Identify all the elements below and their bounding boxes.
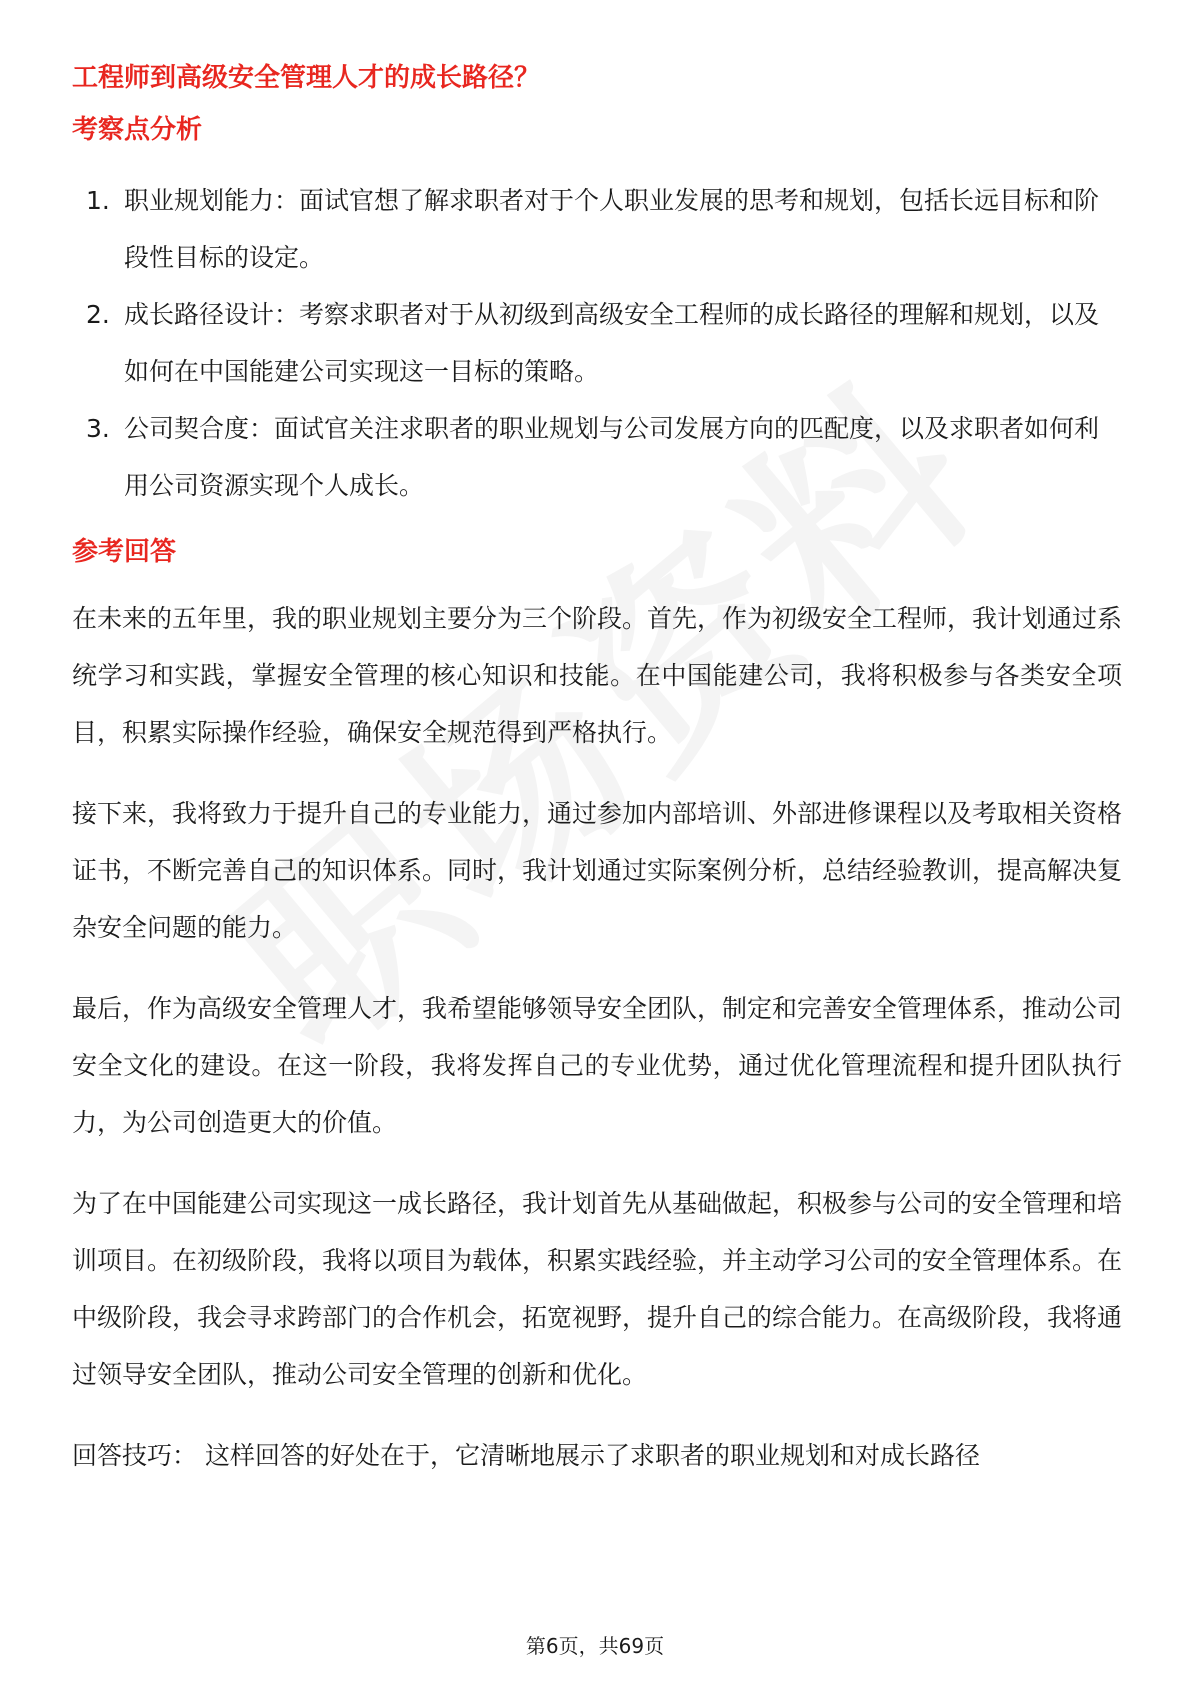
point-text: 职业规划能力：面试官想了解求职者对于个人职业发展的思考和规划，包括长远目标和阶段性目标的设定。 xyxy=(124,186,1100,272)
analysis-point xyxy=(72,172,1122,286)
page-footer: 第6页，共69页 xyxy=(525,1634,665,1658)
point-number: 1. xyxy=(86,186,110,215)
analysis-list xyxy=(72,172,1122,514)
point-text: 公司契合度：面试官关注求职者的职业规划与公司发展方向的匹配度，以及求职者如何利用公司资源实现个人成长。 xyxy=(124,414,1100,500)
point-number: 2. xyxy=(86,300,110,329)
answer-paragraph: 最后，作为高级安全管理人才，我希望能够领导安全团队，制定和完善安全管理体系，推动公司安全文化的建设。在这一阶段，我将发挥自己的专业优势，通过优化管理流程和提升团队执行力，为公司创造更大的价值。 xyxy=(72,994,1123,1137)
answer-heading: 参考回答 xyxy=(72,537,177,567)
answer-paragraph: 接下来，我将致力于提升自己的专业能力，通过参加内部培训、外部进修课程以及考取相关资格证书，不断完善自己的知识体系。同时，我计划通过实际案例分析，总结经验教训，提高解决复杂安全问题的能力。 xyxy=(72,799,1123,942)
answer-paragraph: 为了在中国能建公司实现这一成长路径，我计划首先从基础做起，积极参与公司的安全管理和培训项目。在初级阶段，我将以项目为载体，积累实践经验，并主动学习公司的安全管理体系。在中级阶段，我会寻求跨部门的合作机会，拓宽视野，提升自己的综合能力。在高级阶段，我将通过领导安全团队，推动公司安全管理的创新和优化。 xyxy=(72,1189,1123,1389)
analysis-point xyxy=(72,286,1122,400)
point-text: 成长路径设计：考察求职者对于从初级到高级安全工程师的成长路径的理解和规划，以及如何在中国能建公司实现这一目标的策略。 xyxy=(124,300,1100,386)
point-number: 3. xyxy=(86,414,110,443)
answer-tip: 回答技巧： 这样回答的好处在于，它清晰地展示了求职者的职业规划和对成长路径 xyxy=(72,1441,980,1470)
analysis-heading: 考察点分析 xyxy=(72,115,203,145)
answer-paragraph: 在未来的五年里，我的职业规划主要分为三个阶段。首先，作为初级安全工程师，我计划通过系统学习和实践，掌握安全管理的核心知识和技能。在中国能建公司，我将积极参与各类安全项目，积累实际操作经验，确保安全规范得到严格执行。 xyxy=(72,604,1123,747)
page-title: 工程师到高级安全管理人才的成长路径？ xyxy=(72,63,541,93)
page-content xyxy=(72,52,1122,1508)
analysis-point xyxy=(72,400,1122,514)
